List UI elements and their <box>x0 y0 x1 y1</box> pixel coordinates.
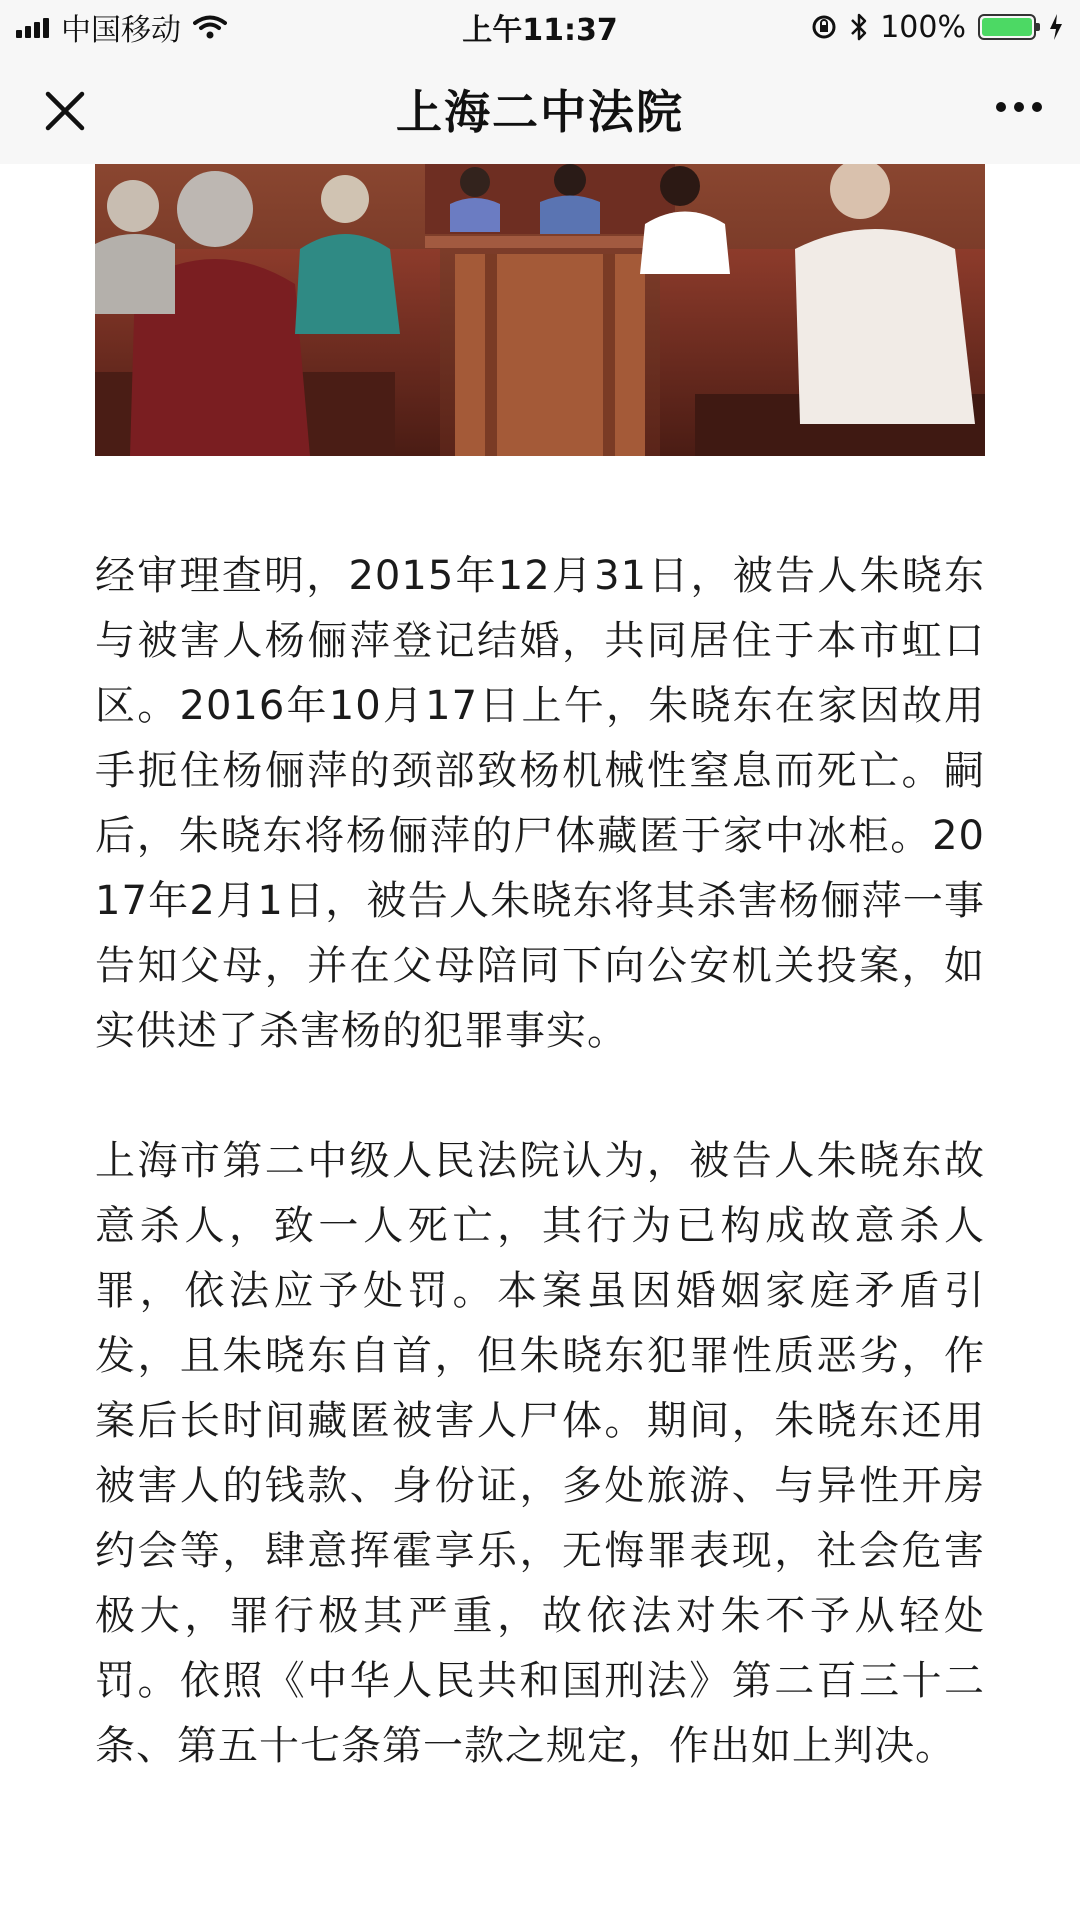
signal-icon <box>16 16 49 38</box>
status-time: 上午11:37 <box>462 13 618 48</box>
orientation-lock-icon <box>810 13 838 41</box>
battery-percent: 100% <box>880 9 966 45</box>
wifi-icon <box>193 14 227 40</box>
bluetooth-icon <box>850 12 868 42</box>
courtroom-illustration <box>95 164 985 456</box>
article-paragraph-1: 经审理查明，2015年12月31日，被告人朱晓东与被害人杨俪萍登记结婚，共同居住于本市虹口区。2016年10月17日上午，朱晓东在家因故用手扼住杨俪萍的颈部致杨机械性窒息而死亡。嗣后，朱晓东将杨俪萍的尸体藏匿于家中冰柜。2017年2月1日，被告人朱晓东将其杀害杨俪萍一事告知父母，并在父母陪同下向公安机关投案，如实供述了杀害杨的犯罪事实。 <box>95 553 985 1054</box>
page-title: 上海二中法院 <box>396 85 684 139</box>
charging-icon <box>1048 13 1064 41</box>
carrier-label: 中国移动 <box>61 13 181 48</box>
status-right <box>810 10 1064 45</box>
article-paragraph-2: 上海市第二中级人民法院认为，被告人朱晓东故意杀人，致一人死亡，其行为已构成故意杀人罪，依法应予处罚。本案虽因婚姻家庭矛盾引发，且朱晓东自首，但朱晓东犯罪性质恶劣，作案后长时间藏匿被害人尸体。期间，朱晓东还用被害人的钱款、身份证，多处旅游、与异性开房约会等，肆意挥霍享乐，无悔罪表现，社会危害极大，罪行极其严重，故依法对朱不予从轻处罚。依照《中华人民共和国刑法》第二百三十二条、第五十七条第一款之规定，作出如上判决。 <box>95 1138 985 1769</box>
more-icon[interactable] <box>996 102 1042 112</box>
battery-icon <box>978 14 1036 40</box>
nav-bar <box>0 54 1080 165</box>
status-left <box>16 5 227 49</box>
courtroom-image <box>95 164 985 456</box>
article-content <box>0 164 1080 1920</box>
close-icon[interactable] <box>44 90 86 132</box>
status-bar <box>0 0 1080 54</box>
battery-fill <box>982 18 1032 36</box>
